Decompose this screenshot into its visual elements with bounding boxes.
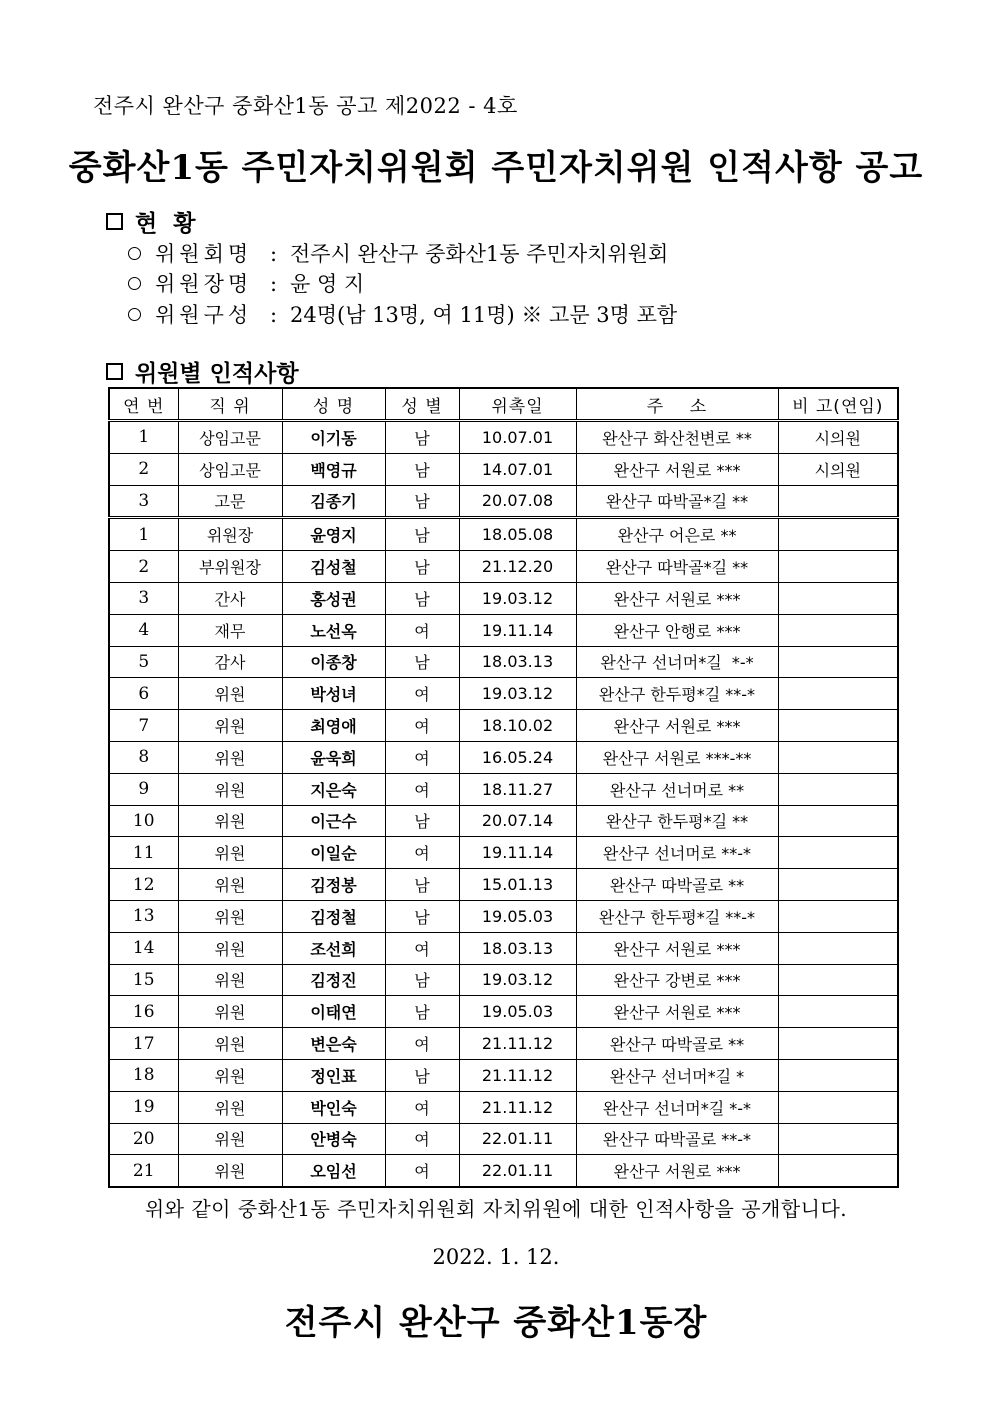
table-row (109, 773, 898, 805)
cell-date: 19.03.12 (459, 678, 576, 710)
cell-date: 19.11.14 (459, 614, 576, 646)
cell-address: 완산구 선너머*길 *-* (576, 646, 778, 678)
cell-gender: 여 (385, 710, 459, 742)
cell-gender: 여 (385, 773, 459, 805)
cell-gender: 여 (385, 837, 459, 869)
status-colon: : (270, 242, 278, 266)
cell-gender: 남 (385, 485, 459, 518)
cell-no: 1 (109, 421, 178, 454)
cell-date: 22.01.11 (459, 1155, 576, 1187)
cell-no: 10 (109, 805, 178, 837)
cell-note (778, 837, 898, 869)
cell-name: 이종창 (282, 646, 385, 678)
cell-gender: 남 (385, 551, 459, 583)
cell-position: 간사 (178, 582, 282, 614)
status-label: 위원구성 (155, 303, 253, 327)
cell-gender: 남 (385, 805, 459, 837)
closing-text: 위와 같이 중화산1동 주민자치위원회 자치위원에 대한 인적사항을 공개합니다. (144, 1197, 848, 1221)
cell-no: 19 (109, 1091, 178, 1123)
cell-name: 김성철 (282, 551, 385, 583)
cell-address: 완산구 따박골로 ** (576, 1028, 778, 1060)
checkbox-icon (106, 213, 123, 230)
cell-date: 19.05.03 (459, 900, 576, 932)
cell-no: 2 (109, 453, 178, 485)
cell-position: 위원 (178, 773, 282, 805)
cell-name: 김정봉 (282, 869, 385, 901)
cell-note (778, 805, 898, 837)
cell-note: 시의원 (778, 421, 898, 454)
cell-name: 정인표 (282, 1059, 385, 1091)
cell-address: 완산구 선너머로 ** (576, 773, 778, 805)
cell-position: 위원 (178, 1059, 282, 1091)
cell-gender: 여 (385, 1123, 459, 1155)
status-value: 24명(남 13명, 여 11명) ※ 고문 3명 포함 (290, 303, 678, 327)
cell-gender: 남 (385, 900, 459, 932)
cell-address: 완산구 서원로 *** (576, 582, 778, 614)
table-row (109, 805, 898, 837)
cell-position: 위원 (178, 900, 282, 932)
cell-no: 9 (109, 773, 178, 805)
cell-position: 위원 (178, 1123, 282, 1155)
cell-name: 백영규 (282, 453, 385, 485)
issuer: 전주시 완산구 중화산1동장 (284, 1303, 708, 1343)
cell-name: 박인숙 (282, 1091, 385, 1123)
table-row (109, 614, 898, 646)
cell-note (778, 518, 898, 551)
cell-no: 8 (109, 741, 178, 773)
cell-name: 노선옥 (282, 614, 385, 646)
cell-name: 이태연 (282, 996, 385, 1028)
cell-date: 22.01.11 (459, 1123, 576, 1155)
table-row (109, 996, 898, 1028)
cell-name: 안병숙 (282, 1123, 385, 1155)
cell-note (778, 614, 898, 646)
cell-no: 15 (109, 964, 178, 996)
cell-note (778, 1091, 898, 1123)
cell-name: 최영애 (282, 710, 385, 742)
cell-address: 완산구 선너머*길 * (576, 1059, 778, 1091)
header-note: 비 고(연임) (778, 388, 898, 421)
cell-position: 재무 (178, 614, 282, 646)
status-label: 위원회명 (155, 242, 253, 266)
cell-position: 상임고문 (178, 453, 282, 485)
cell-date: 18.10.02 (459, 710, 576, 742)
table-row (109, 1123, 898, 1155)
cell-address: 완산구 서원로 *** (576, 996, 778, 1028)
cell-no: 14 (109, 932, 178, 964)
table-row (109, 453, 898, 485)
cell-no: 3 (109, 485, 178, 518)
cell-address: 완산구 안행로 *** (576, 614, 778, 646)
cell-no: 3 (109, 582, 178, 614)
circle-bullet-icon (128, 247, 141, 260)
status-item-committee (128, 238, 668, 268)
table-row (109, 518, 898, 551)
cell-position: 위원 (178, 1028, 282, 1060)
cell-gender: 여 (385, 1028, 459, 1060)
cell-date: 20.07.14 (459, 805, 576, 837)
status-item-composition (128, 299, 677, 329)
cell-note (778, 773, 898, 805)
table-row (109, 1155, 898, 1187)
cell-address: 완산구 한두평*길 ** (576, 805, 778, 837)
cell-position: 위원 (178, 1091, 282, 1123)
status-heading-text: 현 황 (135, 210, 196, 237)
table-row (109, 1059, 898, 1091)
cell-date: 18.05.08 (459, 518, 576, 551)
cell-address: 완산구 따박골로 **-* (576, 1123, 778, 1155)
cell-gender: 남 (385, 421, 459, 454)
cell-address: 완산구 서원로 *** (576, 1155, 778, 1187)
cell-gender: 여 (385, 1155, 459, 1187)
cell-note (778, 1155, 898, 1187)
cell-no: 12 (109, 869, 178, 901)
status-value: 윤 영 지 (290, 272, 365, 296)
cell-name: 조선희 (282, 932, 385, 964)
table-row (109, 900, 898, 932)
cell-date: 19.05.03 (459, 996, 576, 1028)
cell-name: 이근수 (282, 805, 385, 837)
cell-date: 18.03.13 (459, 646, 576, 678)
cell-address: 완산구 서원로 *** (576, 710, 778, 742)
status-section-heading (106, 205, 195, 238)
cell-gender: 남 (385, 582, 459, 614)
cell-date: 21.11.12 (459, 1059, 576, 1091)
cell-no: 2 (109, 551, 178, 583)
cell-no: 6 (109, 678, 178, 710)
cell-no: 21 (109, 1155, 178, 1187)
cell-name: 김종기 (282, 485, 385, 518)
cell-note: 시의원 (778, 453, 898, 485)
cell-name: 박성녀 (282, 678, 385, 710)
cell-note (778, 678, 898, 710)
cell-no: 17 (109, 1028, 178, 1060)
cell-no: 11 (109, 837, 178, 869)
cell-no: 20 (109, 1123, 178, 1155)
table-row (109, 869, 898, 901)
cell-note (778, 996, 898, 1028)
cell-gender: 남 (385, 964, 459, 996)
status-colon: : (270, 272, 278, 296)
cell-note (778, 1059, 898, 1091)
cell-gender: 여 (385, 741, 459, 773)
cell-gender: 남 (385, 453, 459, 485)
cell-position: 상임고문 (178, 421, 282, 454)
cell-date: 16.05.24 (459, 741, 576, 773)
cell-gender: 여 (385, 678, 459, 710)
cell-date: 21.11.12 (459, 1091, 576, 1123)
cell-date: 10.07.01 (459, 421, 576, 454)
table-row (109, 485, 898, 518)
table-row (109, 741, 898, 773)
cell-no: 1 (109, 518, 178, 551)
cell-position: 위원장 (178, 518, 282, 551)
table-row (109, 1091, 898, 1123)
cell-address: 완산구 선너머로 **-* (576, 837, 778, 869)
cell-no: 7 (109, 710, 178, 742)
cell-date: 18.03.13 (459, 932, 576, 964)
notice-number: 전주시 완산구 중화산1동 공고 제2022 - 4호 (93, 94, 518, 118)
status-colon: : (270, 303, 278, 327)
header-address: 주 소 (576, 388, 778, 421)
cell-note (778, 710, 898, 742)
cell-no: 16 (109, 996, 178, 1028)
cell-note (778, 485, 898, 518)
table-row (109, 964, 898, 996)
header-position: 직 위 (178, 388, 282, 421)
cell-note (778, 1028, 898, 1060)
header-name: 성 명 (282, 388, 385, 421)
cell-address: 완산구 따박골*길 ** (576, 485, 778, 518)
cell-name: 윤영지 (282, 518, 385, 551)
cell-gender: 남 (385, 1059, 459, 1091)
cell-position: 위원 (178, 741, 282, 773)
cell-date: 19.03.12 (459, 582, 576, 614)
cell-position: 위원 (178, 932, 282, 964)
cell-no: 13 (109, 900, 178, 932)
table-row (109, 582, 898, 614)
table-row (109, 1028, 898, 1060)
cell-gender: 여 (385, 932, 459, 964)
cell-name: 홍성권 (282, 582, 385, 614)
cell-date: 18.11.27 (459, 773, 576, 805)
cell-note (778, 646, 898, 678)
cell-address: 완산구 화산천변로 ** (576, 421, 778, 454)
cell-note (778, 900, 898, 932)
cell-name: 오임선 (282, 1155, 385, 1187)
status-item-chairperson (128, 268, 364, 298)
cell-name: 지은숙 (282, 773, 385, 805)
cell-name: 김정진 (282, 964, 385, 996)
cell-name: 이일순 (282, 837, 385, 869)
cell-address: 완산구 강변로 *** (576, 964, 778, 996)
cell-gender: 여 (385, 1091, 459, 1123)
checkbox-icon (106, 363, 123, 380)
cell-note (778, 551, 898, 583)
cell-name: 변은숙 (282, 1028, 385, 1060)
cell-note (778, 1123, 898, 1155)
table-row (109, 646, 898, 678)
cell-position: 감사 (178, 646, 282, 678)
cell-date: 14.07.01 (459, 453, 576, 485)
cell-date: 21.11.12 (459, 1028, 576, 1060)
status-label: 위원장명 (155, 272, 253, 296)
cell-date: 20.07.08 (459, 485, 576, 518)
circle-bullet-icon (128, 308, 141, 321)
cell-date: 19.03.12 (459, 964, 576, 996)
cell-date: 19.11.14 (459, 837, 576, 869)
circle-bullet-icon (128, 277, 141, 290)
cell-no: 5 (109, 646, 178, 678)
cell-date: 15.01.13 (459, 869, 576, 901)
cell-gender: 여 (385, 614, 459, 646)
cell-name: 이기동 (282, 421, 385, 454)
cell-name: 윤욱희 (282, 741, 385, 773)
page-title: 중화산1동 주민자치위원회 주민자치위원 인적사항 공고 (68, 148, 924, 188)
cell-address: 완산구 어은로 ** (576, 518, 778, 551)
header-gender: 성 별 (385, 388, 459, 421)
table-row (109, 710, 898, 742)
cell-gender: 남 (385, 646, 459, 678)
cell-address: 완산구 한두평*길 **-* (576, 678, 778, 710)
cell-note (778, 869, 898, 901)
cell-note (778, 932, 898, 964)
cell-address: 완산구 서원로 *** (576, 453, 778, 485)
cell-address: 완산구 한두평*길 **-* (576, 900, 778, 932)
table-row (109, 678, 898, 710)
cell-position: 고문 (178, 485, 282, 518)
cell-gender: 남 (385, 518, 459, 551)
table-row (109, 837, 898, 869)
table-row (109, 932, 898, 964)
cell-position: 위원 (178, 805, 282, 837)
cell-date: 21.12.20 (459, 551, 576, 583)
cell-position: 위원 (178, 837, 282, 869)
cell-position: 위원 (178, 996, 282, 1028)
cell-position: 위원 (178, 678, 282, 710)
table-body (109, 421, 898, 1188)
cell-note (778, 582, 898, 614)
cell-address: 완산구 따박골로 ** (576, 869, 778, 901)
cell-no: 4 (109, 614, 178, 646)
cell-name: 김정철 (282, 900, 385, 932)
cell-note (778, 741, 898, 773)
cell-no: 18 (109, 1059, 178, 1091)
table-row (109, 551, 898, 583)
cell-address: 완산구 서원로 ***-** (576, 741, 778, 773)
cell-position: 위원 (178, 964, 282, 996)
members-section-heading (106, 355, 299, 388)
cell-gender: 남 (385, 869, 459, 901)
table-row (109, 421, 898, 454)
cell-address: 완산구 서원로 *** (576, 932, 778, 964)
cell-address: 완산구 선너머*길 *-* (576, 1091, 778, 1123)
cell-position: 위원 (178, 869, 282, 901)
table-header-row (109, 388, 898, 421)
member-table (108, 387, 899, 1188)
header-date: 위촉일 (459, 388, 576, 421)
notice-date: 2022. 1. 12. (432, 1245, 560, 1269)
cell-position: 위원 (178, 710, 282, 742)
status-value: 전주시 완산구 중화산1동 주민자치위원회 (290, 242, 669, 266)
cell-note (778, 964, 898, 996)
members-heading-text: 위원별 인적사항 (135, 360, 299, 387)
cell-position: 위원 (178, 1155, 282, 1187)
cell-address: 완산구 따박골*길 ** (576, 551, 778, 583)
cell-position: 부위원장 (178, 551, 282, 583)
cell-gender: 남 (385, 996, 459, 1028)
header-no: 연 번 (109, 388, 178, 421)
